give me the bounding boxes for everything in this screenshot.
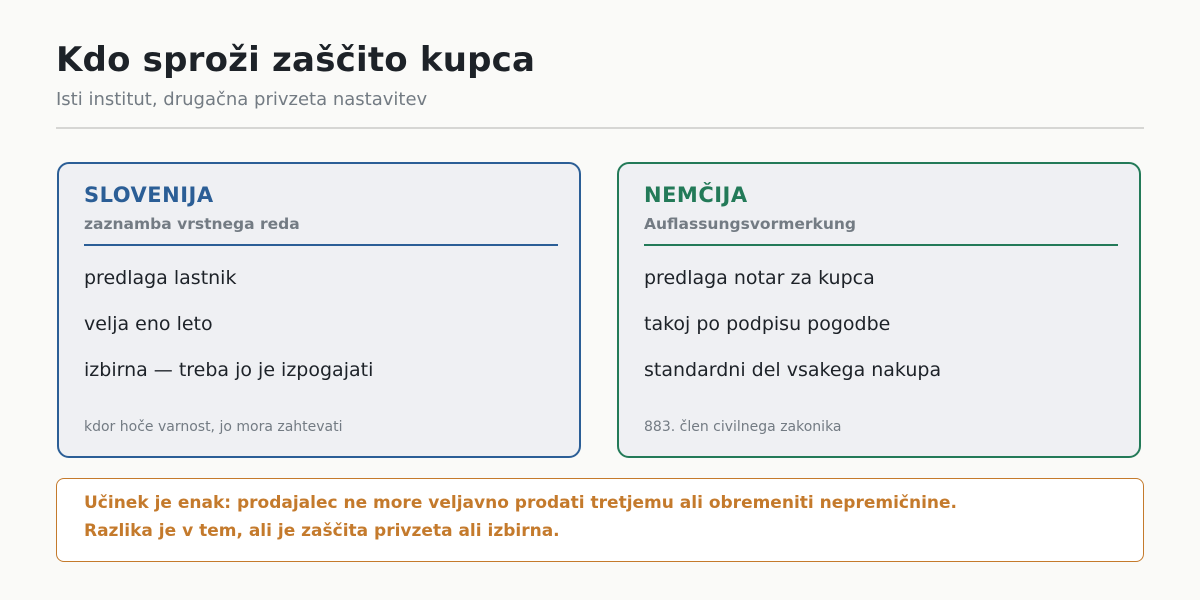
summary-box [56, 478, 1144, 562]
card-country-name: NEMČIJA [644, 183, 748, 207]
card-point: predlaga notar za kupca [644, 267, 875, 289]
card-legal-term: zaznamba vrstnega reda [84, 215, 300, 233]
summary-line: Razlika je v tem, ali je zaščita privzeta ali izbirna. [84, 521, 560, 541]
card-point: standardni del vsakega nakupa [644, 359, 942, 381]
card-germany [617, 162, 1141, 458]
card-point: izbirna — treba jo je izpogajati [84, 359, 374, 381]
card-divider [84, 244, 558, 246]
page-subtitle: Isti institut, drugačna privzeta nastavitev [56, 89, 428, 110]
card-footnote: 883. člen civilnega zakonika [644, 419, 842, 435]
card-legal-term: Auflassungsvormerkung [644, 215, 856, 233]
card-divider [644, 244, 1118, 246]
card-point: takoj po podpisu pogodbe [644, 313, 891, 335]
header-divider [56, 127, 1144, 129]
card-footnote: kdor hoče varnost, jo mora zahtevati [84, 419, 343, 435]
card-point: predlaga lastnik [84, 267, 237, 289]
card-slovenia [57, 162, 581, 458]
page-title: Kdo sproži zaščito kupca [56, 40, 536, 80]
summary-line: Učinek je enak: prodajalec ne more veljavno prodati tretjemu ali obremeniti nepremičnine. [84, 493, 957, 513]
card-country-name: SLOVENIJA [84, 183, 214, 207]
card-point: velja eno leto [84, 313, 213, 335]
